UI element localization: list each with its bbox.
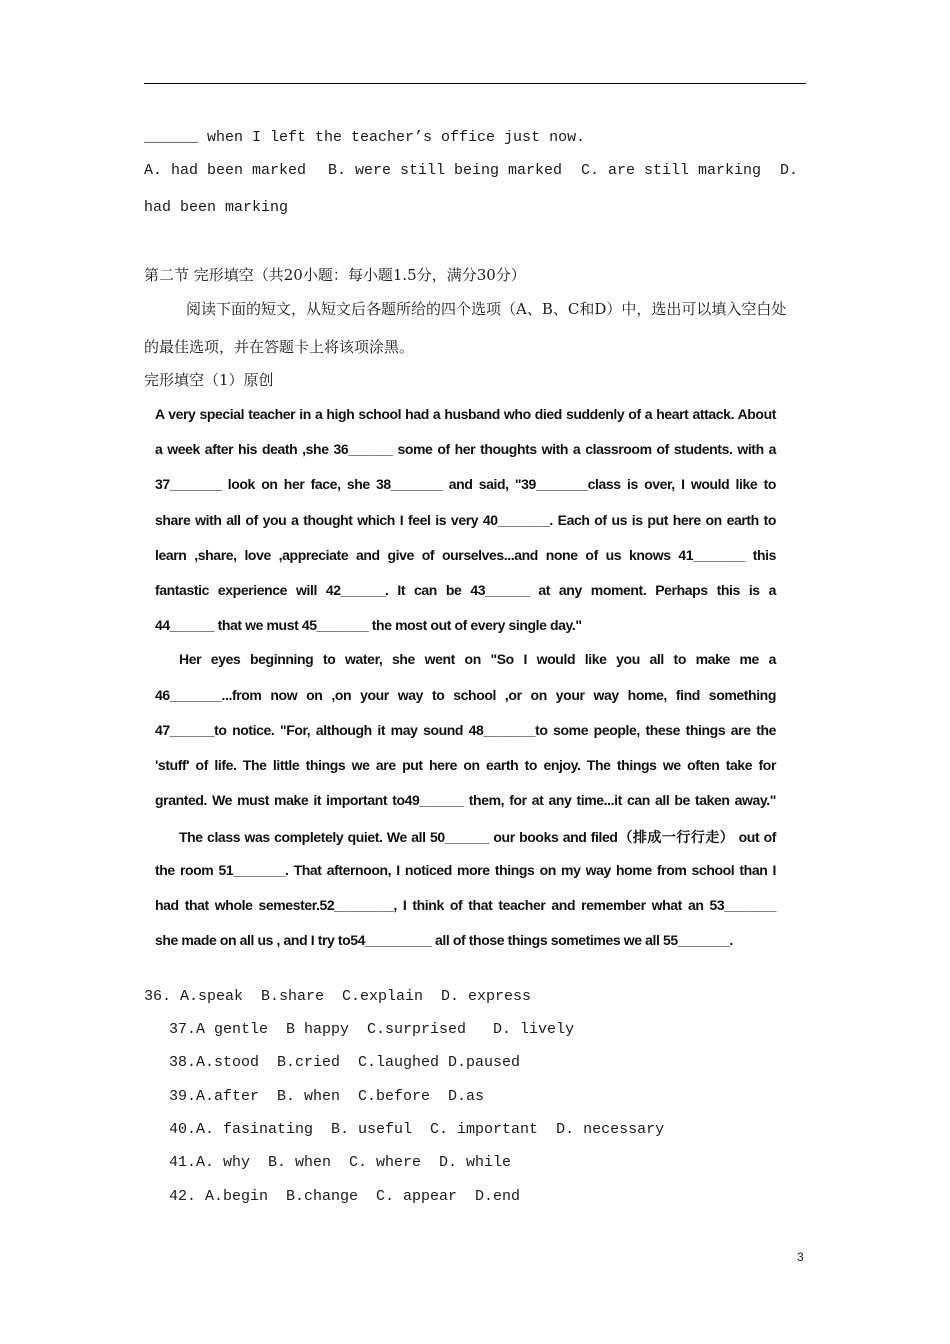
passage-line: learn ,share, love ,appreciate and give of ourselves...and none of us knows 41_______ this: [155, 547, 776, 563]
option-c: C. are still marking: [581, 162, 762, 179]
cloze-subtitle: 完形填空（1）原创: [144, 371, 274, 389]
section-heading: 第二节 完形填空（共20小题：每小题1.5分，满分30分）: [144, 266, 526, 284]
passage-line: had that whole semester.52________, I think of that teacher and remember what an 53_______: [155, 897, 776, 913]
passage-line: she made on all us , and I try to54_________ all of those things sometimes we all 55_______.: [155, 932, 733, 948]
option-a: A. had been marked: [144, 162, 307, 179]
passage-line: A very special teacher in a high school had a husband who died suddenly of a heart attack. About: [155, 406, 776, 422]
option-d-text: had been marking: [144, 199, 289, 216]
passage-line: 47______to notice. "For, although it may sound 48_______to some people, these things are the: [155, 722, 776, 738]
passage-line: granted. We must make it important to49______ them, for at any time...it can all be taken away.": [155, 792, 776, 808]
page-number: 3: [797, 1250, 804, 1264]
passage-line: the room 51_______. That afternoon, I noticed more things on my way home from school than I: [155, 862, 776, 878]
question-options: 37.A gentle B happy C.surprised D. lively: [169, 1021, 575, 1038]
question-options: 36. A.speak B.share C.explain D. express: [144, 988, 532, 1005]
question-blank-line: ______ when I left the teacher’s office just now.: [144, 129, 586, 146]
passage-line: 'stuff' of life. The little things we are put here on earth to enjoy. The things we often take for: [155, 757, 776, 773]
instruction-line-1: 阅读下面的短文，从短文后各题所给的四个选项（A、B、C和D）中，选出可以填入空白处: [186, 300, 787, 318]
option-b: B. were still being marked: [328, 162, 563, 179]
passage-line: 37_______ look on her face, she 38_______ and said, "39_______class is over, I would like to: [155, 476, 776, 492]
option-d: D.: [779, 162, 798, 179]
passage-line: share with all of you a thought which I feel is very 40_______. Each of us is put here on earth to: [155, 512, 776, 528]
question-options: 39.A.after B. when C.before D.as: [169, 1088, 485, 1105]
passage-line: The class was completely quiet. We all 50______ our books and filed（排成一行行走） out of: [179, 829, 776, 845]
passage-line: fantastic experience will 42______. It can be 43______ at any moment. Perhaps this is a: [155, 582, 776, 598]
passage-line: 44______ that we must 45_______ the most out of every single day.": [155, 617, 582, 633]
passage-line: Her eyes beginning to water, she went on "So I would like you all to make me a: [179, 651, 776, 667]
question-options: 41.A. why B. when C. where D. while: [169, 1154, 512, 1171]
instruction-line-2: 的最佳选项，并在答题卡上将该项涂黑。: [144, 338, 415, 356]
passage-line: a week after his death ,she 36______ some of her thoughts with a classroom of students. with a: [155, 441, 776, 457]
question-options: 38.A.stood B.cried C.laughed D.paused: [169, 1054, 521, 1071]
question-options: 42. A.begin B.change C. appear D.end: [169, 1188, 521, 1205]
options-row: [328, 162, 798, 179]
header-rule: [144, 83, 806, 84]
question-options: 40.A. fasinating B. useful C. important D. necessary: [169, 1121, 665, 1138]
passage-line: 46_______...from now on ,on your way to school ,or on your way home, find something: [155, 687, 776, 703]
